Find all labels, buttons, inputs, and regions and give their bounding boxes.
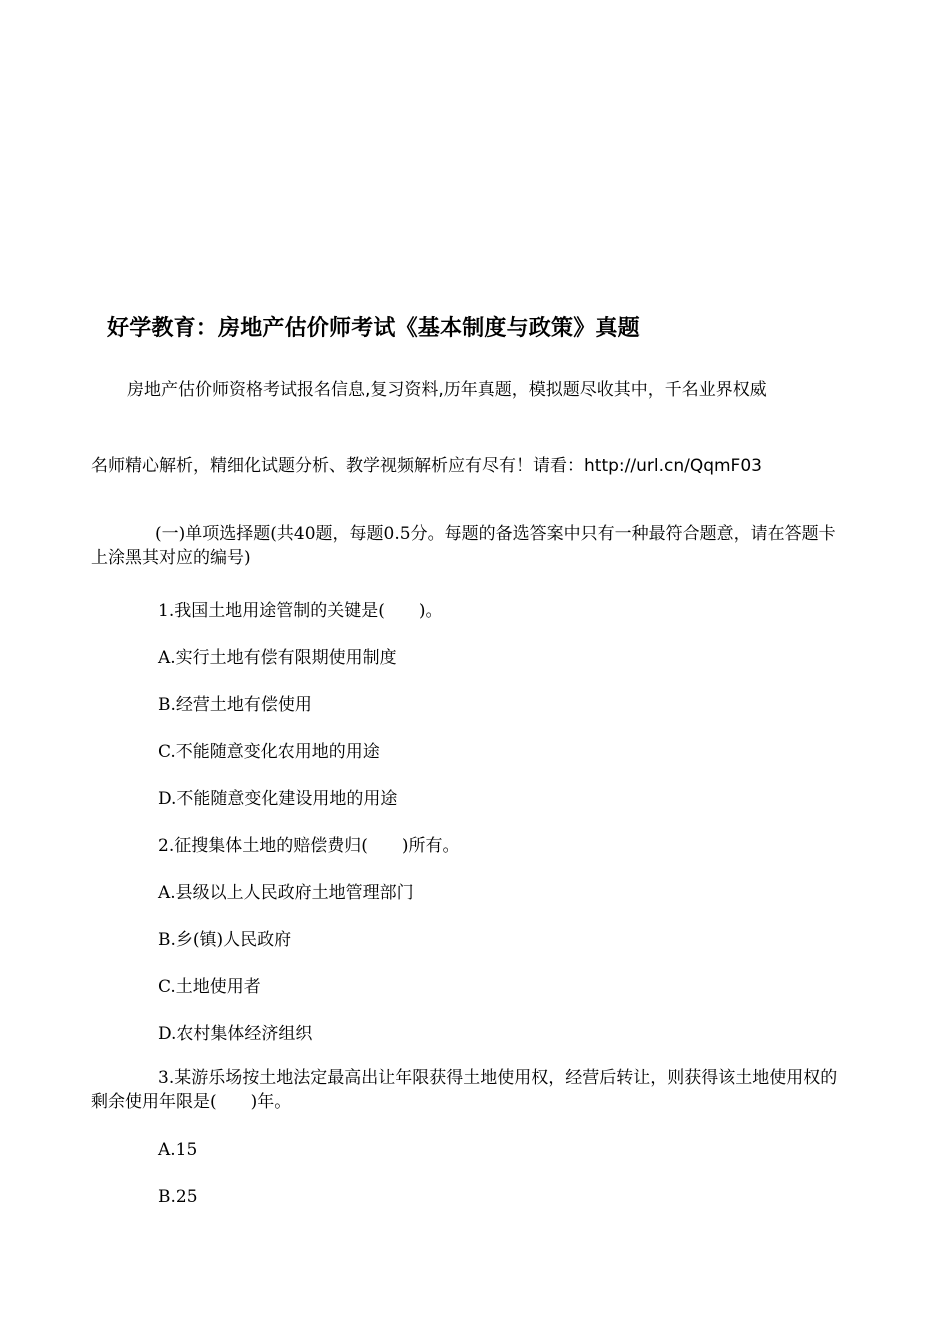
intro-line-2: 名师精心解析，精细化试题分析、教学视频解析应有尽有！请看：http://url.cn/QqmF03 xyxy=(91,456,762,476)
question-1-option-d: D.不能随意变化建设用地的用途 xyxy=(158,789,398,809)
question-2-stem: 2.征搜集体土地的赔偿费归( )所有。 xyxy=(158,836,460,856)
section-heading: (一)单项选择题(共40题，每题0.5分。每题的备选答案中只有一种最符合题意，请在答题卡上涂黑其对应的编号) xyxy=(91,524,836,568)
question-2-option-a: A.县级以上人民政府土地管理部门 xyxy=(158,883,414,903)
question-2-option-c: C.土地使用者 xyxy=(158,977,261,997)
question-3-option-a: A.15 xyxy=(158,1140,198,1160)
question-2-option-d: D.农村集体经济组织 xyxy=(158,1024,313,1044)
question-1-option-a: A.实行土地有偿有限期使用制度 xyxy=(158,648,397,668)
intro-line-1: 房地产估价师资格考试报名信息,复习资料,历年真题，模拟题尽收其中，千名业界权威 xyxy=(127,380,767,400)
question-3-option-b: B.25 xyxy=(158,1187,198,1207)
question-2-option-b: B.乡(镇)人民政府 xyxy=(158,930,292,950)
question-1-stem: 1.我国土地用途管制的关键是( )。 xyxy=(158,601,443,621)
question-1-option-b: B.经营土地有偿使用 xyxy=(158,695,312,715)
question-3-stem: 3.某游乐场按土地法定最高出让年限获得土地使用权，经营后转让，则获得该土地使用权的剩余使用年限是( )年。 xyxy=(91,1068,838,1112)
question-1-option-c: C.不能随意变化农用地的用途 xyxy=(158,742,380,762)
document-title: 好学教育：房地产估价师考试《基本制度与政策》真题 xyxy=(107,316,640,341)
